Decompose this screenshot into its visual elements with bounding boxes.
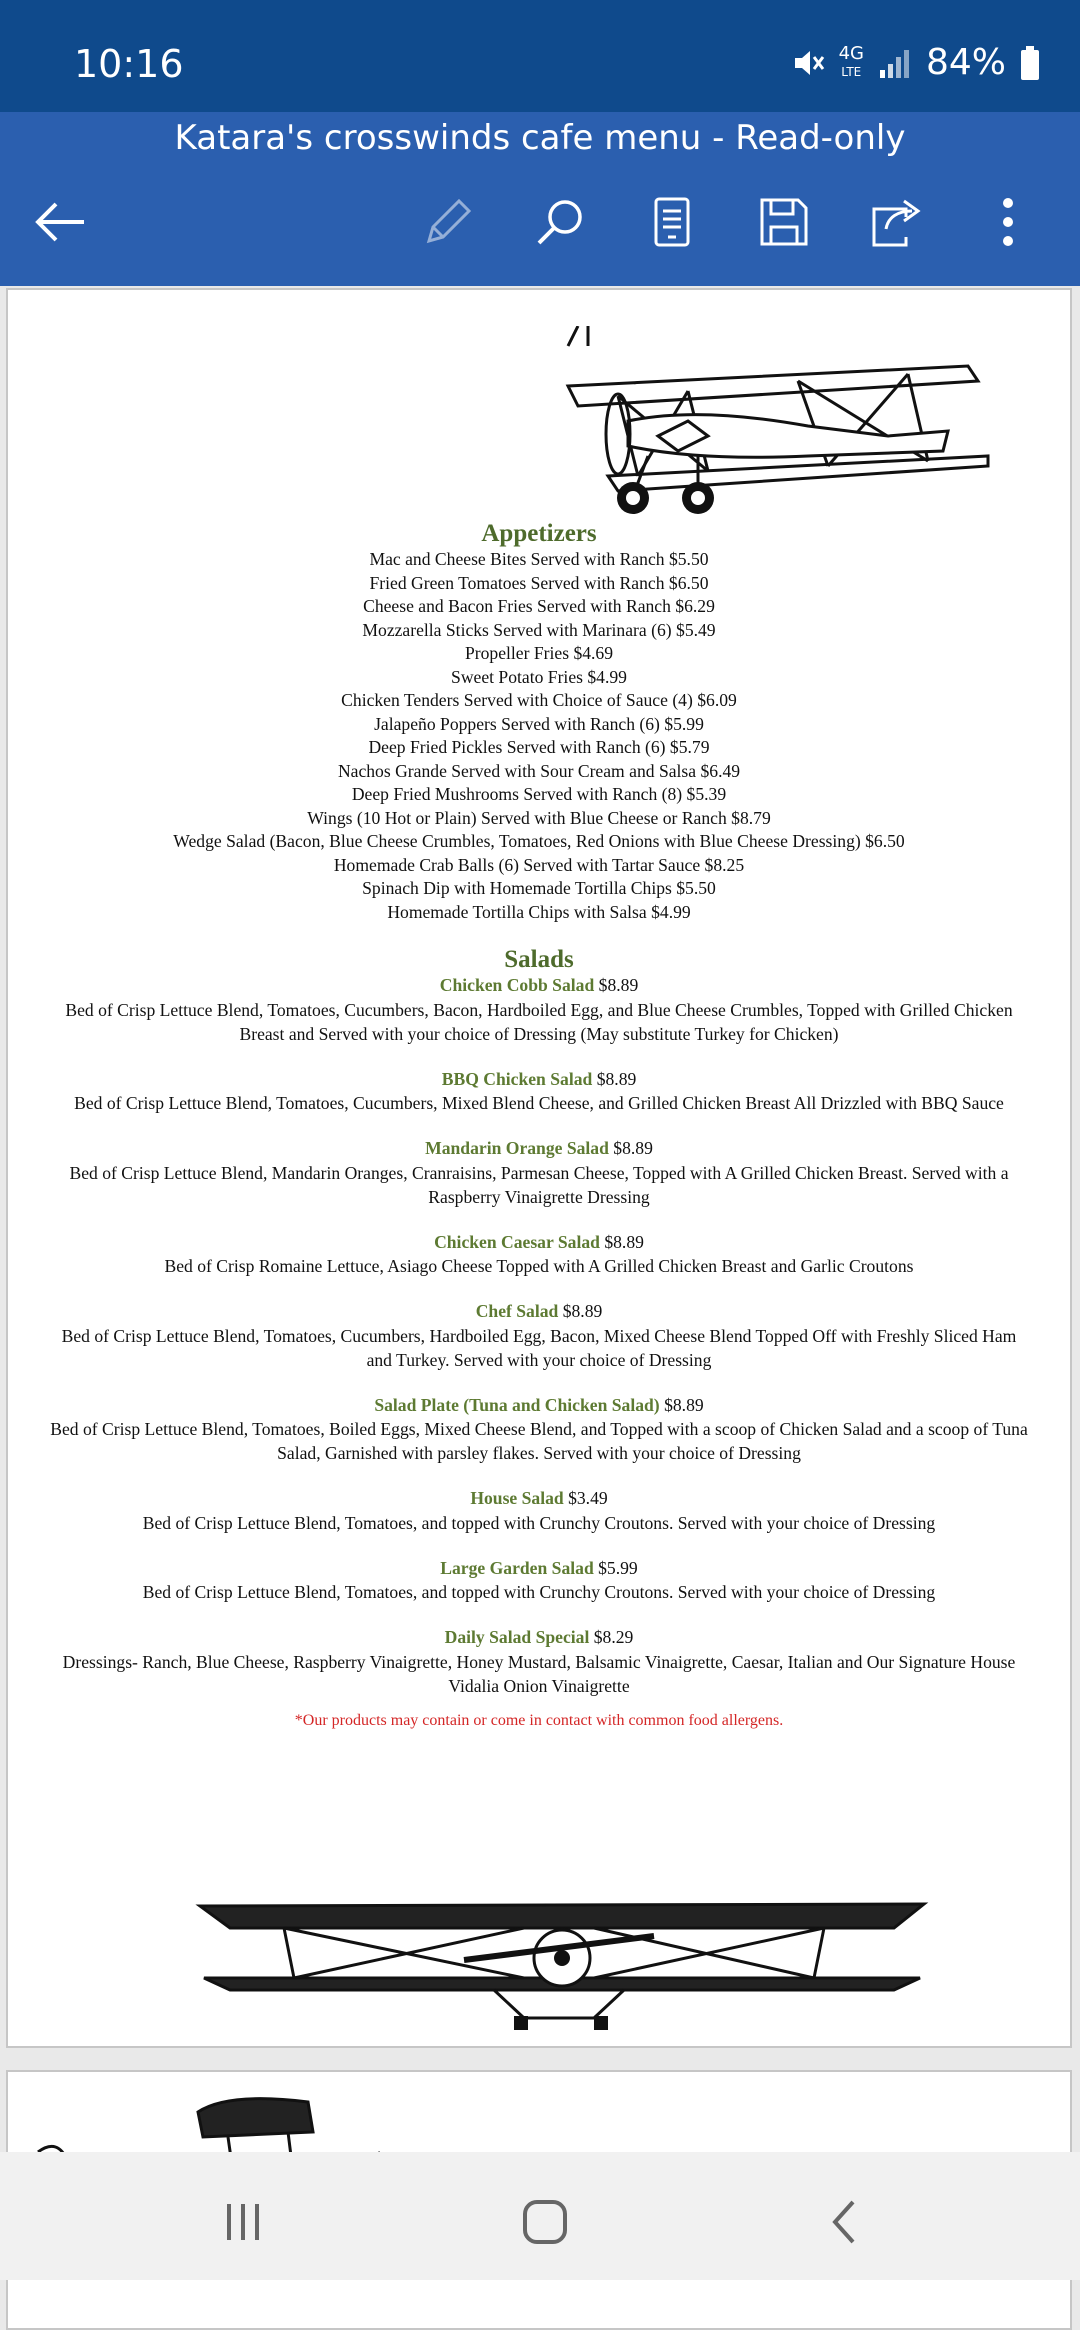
salad-price: $8.89 xyxy=(599,1231,644,1252)
salad-description: Bed of Crisp Lettuce Blend, Tomatoes, Cucumbers, Mixed Blend Cheese, and Grilled Chicken Breast All Drizzled with BBQ Sauce xyxy=(74,1093,1004,1113)
salad-list xyxy=(8,974,1070,1698)
salad-description: Bed of Crisp Lettuce Blend, Tomatoes, Boiled Eggs, Mixed Cheese Blend, and Topped with a scoop of Chicken Salad and a scoop of Tuna Salad, Garnished with parsley flakes. Served with your choice of Dressing xyxy=(50,1419,1028,1463)
search-button[interactable] xyxy=(520,182,600,262)
salad-price: $3.49 xyxy=(563,1488,608,1508)
salad-title xyxy=(8,1394,1070,1418)
appetizer-item: Fried Green Tomatoes Served with Ranch $6.50 xyxy=(369,572,709,593)
back-button[interactable] xyxy=(20,182,100,262)
salad-price: $5.99 xyxy=(593,1557,638,1578)
more-options-button[interactable] xyxy=(968,182,1048,262)
share-icon xyxy=(868,195,924,249)
status-time: 10:16 xyxy=(74,42,184,86)
search-icon xyxy=(533,195,587,249)
appetizer-item: Mac and Cheese Bites Served with Ranch $5.50 xyxy=(369,549,709,569)
salad-item xyxy=(8,1137,1070,1209)
biplane-illustration xyxy=(548,326,998,516)
salad-name: Mandarin Orange Salad xyxy=(425,1138,609,1158)
mute-icon xyxy=(791,46,825,80)
recents-icon xyxy=(221,2200,265,2244)
more-icon xyxy=(998,195,1018,249)
salad-description: Bed of Crisp Lettuce Blend, Tomatoes, Cucumbers, Bacon, Hardboiled Egg, and Blue Cheese Crumbles, Topped with Grilled Chicken Breast and Served with your choice of Dressing (May substitute Turkey for Chicken) xyxy=(65,999,1013,1044)
salads-heading: Salads xyxy=(504,946,574,973)
appetizer-item: Deep Fried Pickles Served with Ranch (6) $5.79 xyxy=(368,737,710,757)
save-button[interactable] xyxy=(744,182,824,262)
salad-item xyxy=(8,1068,1070,1116)
back-icon xyxy=(825,2198,865,2246)
salad-price: $8.89 xyxy=(594,975,639,995)
save-icon xyxy=(757,195,811,249)
salad-item xyxy=(8,974,1070,1046)
salad-title xyxy=(8,1300,1070,1324)
home-icon xyxy=(521,2198,569,2246)
biplane-front-illustration xyxy=(194,1898,930,2033)
salad-description: Bed of Crisp Lettuce Blend, Mandarin Oranges, Cranraisins, Parmesan Cheese, Topped with A Grilled Chicken Breast. Served with a Raspberry Vinaigrette Dressing xyxy=(69,1162,1009,1207)
salad-name: Chicken Caesar Salad xyxy=(434,1231,600,1252)
salad-name: Chef Salad xyxy=(475,1301,559,1321)
salad-price: $8.89 xyxy=(659,1394,704,1415)
appetizer-item: Spinach Dip with Homemade Tortilla Chips $5.50 xyxy=(362,878,716,898)
salad-price: $8.89 xyxy=(558,1301,603,1321)
signal-icon xyxy=(878,48,912,78)
home-button[interactable] xyxy=(500,2192,590,2252)
network-type-icon: 4G LTE xyxy=(838,42,864,79)
status-icons xyxy=(791,42,1040,83)
edit-button[interactable] xyxy=(408,182,488,262)
salad-name: Chicken Cobb Salad xyxy=(439,975,595,995)
battery-percent: 84% xyxy=(925,42,1006,83)
reading-view-button[interactable] xyxy=(632,182,712,262)
appetizer-item: Mozzarella Sticks Served with Marinara (6) $5.49 xyxy=(362,619,716,640)
appetizers-heading: Appetizers xyxy=(481,520,597,547)
salad-title xyxy=(8,1487,1070,1511)
system-nav-bar xyxy=(0,2152,1080,2280)
status-bar xyxy=(0,0,1080,112)
appetizer-item: Propeller Fries $4.69 xyxy=(464,643,614,663)
salad-name: Daily Salad Special xyxy=(444,1627,590,1647)
appetizers-section xyxy=(8,520,1070,924)
salad-name: Salad Plate (Tuna and Chicken Salad) xyxy=(374,1394,660,1415)
salads-section xyxy=(8,946,1070,1730)
salad-name: House Salad xyxy=(470,1488,564,1508)
salad-title xyxy=(8,1137,1070,1161)
appetizer-item: Nachos Grande Served with Sour Cream and Salsa $6.49 xyxy=(337,760,741,781)
salad-description: Bed of Crisp Lettuce Blend, Tomatoes, and topped with Crunchy Croutons. Served with your choice of Dressing xyxy=(142,1512,936,1533)
document-title: Katara's crosswinds cafe menu - Read-only xyxy=(174,118,906,158)
salad-description: Dressings- Ranch, Blue Cheese, Raspberry Vinaigrette, Honey Mustard, Balsamic Vinaigrette, Caesar, Italian and Our Signature House Vidalia Onion Vinaigrette xyxy=(62,1651,1016,1696)
salad-item xyxy=(8,1557,1070,1605)
back-arrow-icon xyxy=(32,200,88,244)
salad-item xyxy=(8,1231,1070,1279)
system-back-button[interactable] xyxy=(800,2192,890,2252)
salad-item xyxy=(8,1394,1070,1466)
appetizer-item: Chicken Tenders Served with Choice of Sauce (4) $6.09 xyxy=(341,690,737,710)
reading-view-icon xyxy=(652,195,692,249)
salad-title xyxy=(8,1557,1070,1581)
appetizer-item: Cheese and Bacon Fries Served with Ranch $6.29 xyxy=(363,596,715,616)
document-page xyxy=(6,288,1072,2048)
appetizer-item: Sweet Potato Fries $4.99 xyxy=(451,666,627,687)
salad-description: Bed of Crisp Lettuce Blend, Tomatoes, Cucumbers, Hardboiled Egg, Bacon, Mixed Cheese Blend Topped Off with Freshly Sliced Ham and Turkey. Served with your choice of Dressing xyxy=(61,1325,1017,1370)
salad-item xyxy=(8,1487,1070,1535)
share-button[interactable] xyxy=(856,182,936,262)
appetizer-item: Homemade Tortilla Chips with Salsa $4.99 xyxy=(387,901,691,922)
allergen-note: *Our products may contain or come in contact with common food allergens. xyxy=(294,1711,784,1729)
salad-name: Large Garden Salad xyxy=(440,1557,594,1578)
pencil-icon xyxy=(421,195,475,249)
appetizer-item: Homemade Crab Balls (6) Served with Tartar Sauce $8.25 xyxy=(333,854,745,875)
appetizer-item: Wedge Salad (Bacon, Blue Cheese Crumbles, Tomatoes, Red Onions with Blue Cheese Dressing) $6.50 xyxy=(173,831,905,851)
salad-description: Bed of Crisp Lettuce Blend, Tomatoes, and topped with Crunchy Croutons. Served with your choice of Dressing xyxy=(142,1582,936,1602)
appetizer-list xyxy=(8,548,1070,924)
appetizer-item: Deep Fried Mushrooms Served with Ranch (8) $5.39 xyxy=(351,784,727,804)
recents-button[interactable] xyxy=(198,2192,288,2252)
salad-title xyxy=(8,1626,1070,1650)
salad-name: BBQ Chicken Salad xyxy=(441,1068,593,1089)
salad-title xyxy=(8,974,1070,998)
app-bar xyxy=(0,112,1080,286)
salad-title xyxy=(8,1068,1070,1092)
salad-title xyxy=(8,1231,1070,1255)
salad-price: $8.29 xyxy=(589,1627,634,1647)
appetizer-item: Wings (10 Hot or Plain) Served with Blue Cheese or Ranch $8.79 xyxy=(307,807,771,828)
salad-item xyxy=(8,1626,1070,1698)
salad-item xyxy=(8,1300,1070,1372)
salad-price: $8.89 xyxy=(608,1138,653,1158)
salad-description: Bed of Crisp Romaine Lettuce, Asiago Cheese Topped with A Grilled Chicken Breast and Garlic Croutons xyxy=(164,1256,914,1276)
battery-icon xyxy=(1020,46,1040,80)
appetizer-item: Jalapeño Poppers Served with Ranch (6) $5.99 xyxy=(374,713,704,734)
salad-price: $8.89 xyxy=(592,1068,637,1089)
